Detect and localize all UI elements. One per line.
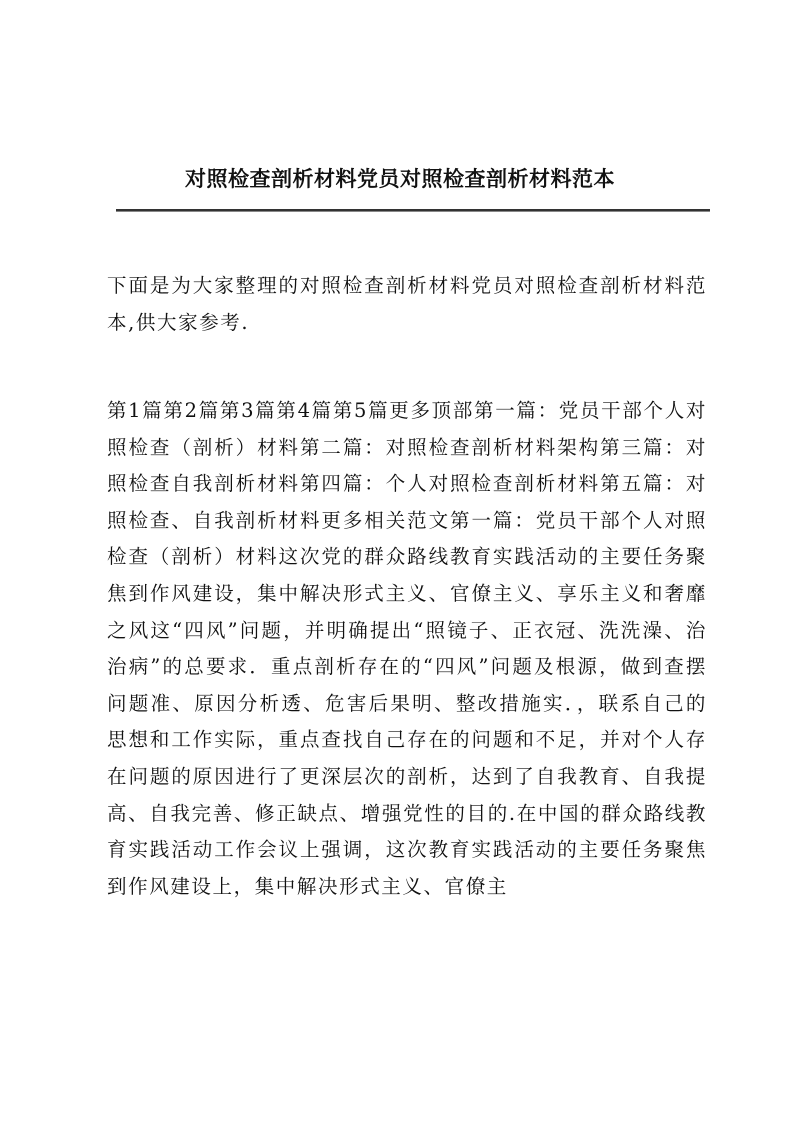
title-divider [116,209,710,212]
intro-paragraph: 下面是为大家整理的对照检查剖析材料党员对照检查剖析材料范本,供大家参考. [107,274,707,334]
body-paragraph: 第1篇第2篇第3篇第4篇第5篇更多顶部第一篇：党员干部个人对照检查（剖析）材料第二篇：对照检查剖析材料架构第三篇：对照检查自我剖析材料第四篇：个人对照检查剖析材料第五篇：对照检查、自我剖析材料更多相关范文第一篇：党员干部个人对照检查（剖析）材料这次党的群众路线教育实践活动的主要任务聚焦到作风建设，集中解决形式主义、官僚主义、享乐主义和奢靡之风这“四风”问题，并明确提出“照镜子、正衣冠、洗洗澡、治治病”的总要求．重点剖析存在的“四风”问题及根源，做到查摆问题准、原因分析透、危害后果明、整改措施实．，联系自己的思想和工作实际，重点查找自己存在的问题和不足，并对个人存在问题的原因进行了更深层次的剖析，达到了自我教育、自我提高、自我完善、修正缺点、增强党性的目的.在中国的群众路线教育实践活动工作会议上强调，这次教育实践活动的主要任务聚焦到作风建设上，集中解决形式主义、官僚主 [107,399,707,898]
document-title: 对照检查剖析材料党员对照检查剖析材料范本 [185,166,615,191]
